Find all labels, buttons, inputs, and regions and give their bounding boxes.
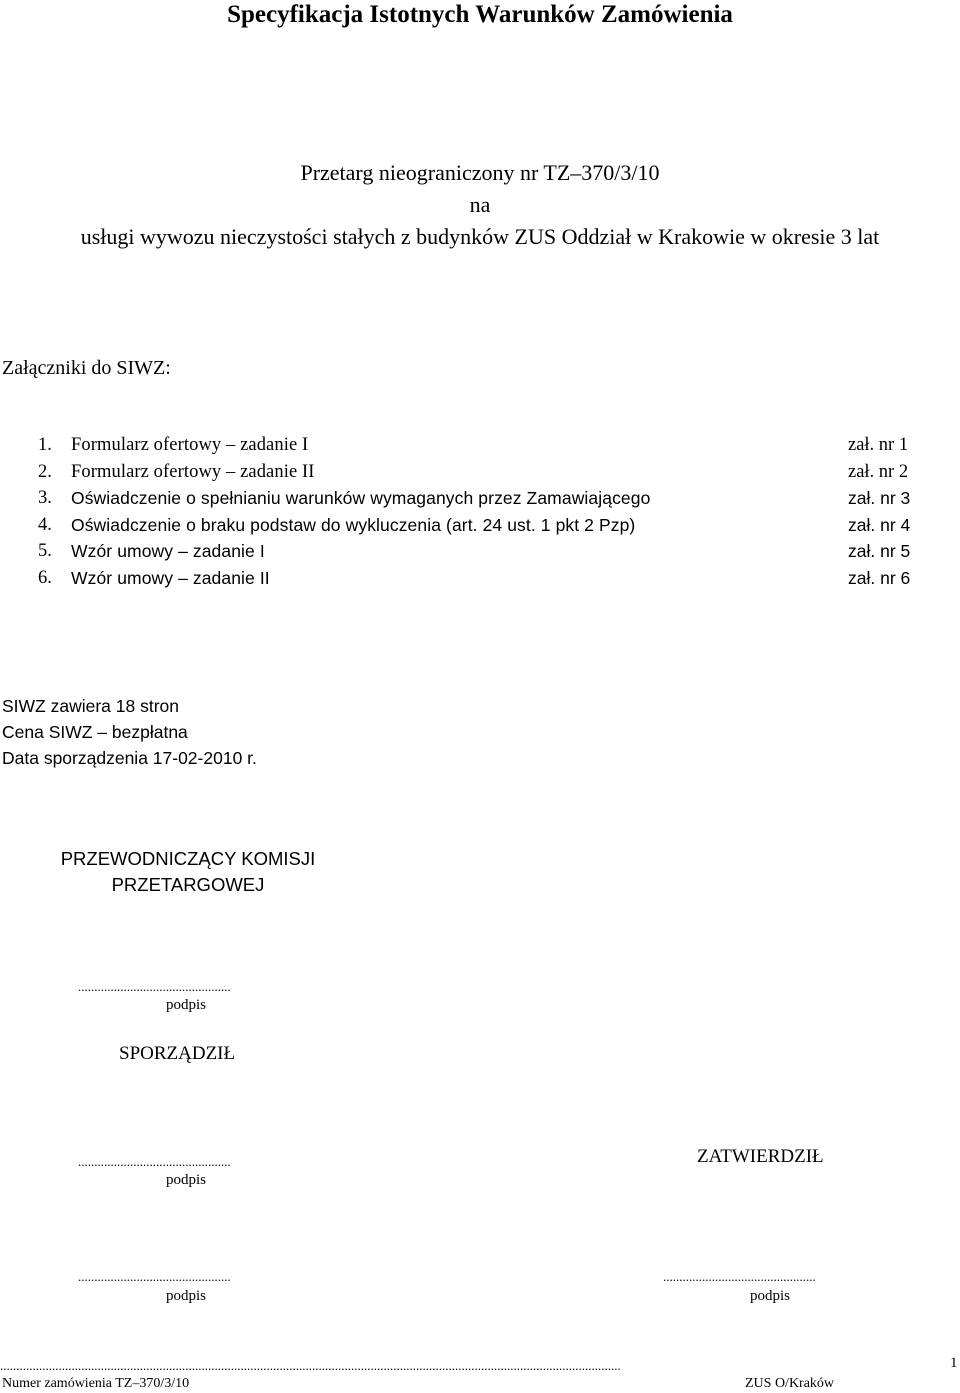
prepared-by-label: SPORZĄDZIŁ — [119, 1043, 236, 1064]
item-number: 5. — [38, 541, 52, 561]
list-item — [38, 538, 960, 565]
list-item — [38, 565, 960, 592]
item-number: 4. — [38, 514, 52, 535]
item-text: Oświadczenie o spełnianiu warunków wymaganych przez Zamawiającego — [71, 488, 651, 508]
list-item — [38, 432, 960, 459]
item-text: Wzór umowy – zadanie II — [71, 567, 270, 588]
tender-number: Przetarg nieograniczony nr TZ–370/3/10 — [300, 160, 660, 185]
list-item — [38, 485, 960, 512]
item-number: 3. — [38, 488, 52, 508]
price-info: Cena SIWZ – bezpłatna — [2, 722, 188, 742]
item-text: Oświadczenie o braku podstaw do wykluczenia (art. 24 ust. 1 pkt 2 Pzp) — [71, 514, 636, 535]
preparation-date: Data sporządzenia 17-02-2010 r. — [2, 748, 257, 768]
item-ref: zał. nr 6 — [848, 567, 911, 588]
item-text: Formularz ofertowy – zadanie II — [71, 461, 315, 482]
item-number: 2. — [38, 461, 52, 482]
signature-line-chair: ............................................... — [78, 979, 231, 994]
tender-connector: na — [469, 192, 491, 217]
item-text: Formularz ofertowy – zadanie I — [71, 435, 309, 455]
signature-line-prepared: ............................................... — [78, 1154, 231, 1169]
item-text: Wzór umowy – zadanie I — [71, 541, 265, 561]
committee-line-1: PRZEWODNICZĄCY KOMISJI — [60, 848, 316, 869]
item-ref: zał. nr 2 — [848, 461, 909, 482]
item-number: 1. — [38, 435, 52, 455]
committee-chair-heading — [36, 846, 340, 898]
signature-caption-left: podpis — [166, 1288, 207, 1304]
list-item — [38, 459, 960, 486]
item-ref: zał. nr 4 — [848, 514, 911, 535]
footer-rule: ............................................................................................................................................................................................... — [0, 1359, 621, 1373]
signature-caption-right: podpis — [750, 1288, 791, 1304]
tender-subject: usługi wywozu nieczystości stałych z budynków ZUS Oddział w Krakowie w okresie 3 lat — [80, 224, 880, 249]
page-count: SIWZ zawiera 18 stron — [2, 696, 179, 716]
approved-by-label: ZATWIERDZIŁ — [697, 1146, 824, 1167]
document-title: Specyfikacja Istotnych Warunków Zamówienia — [227, 1, 733, 28]
page-number: 1 — [950, 1355, 958, 1371]
footer-order-number: Numer zamówienia TZ–370/3/10 — [2, 1376, 190, 1391]
attachments-heading: Załączniki do SIWZ: — [2, 357, 171, 379]
footer-unit: ZUS O/Kraków — [745, 1376, 835, 1391]
signature-caption-prepared: podpis — [166, 1172, 207, 1188]
attachments-list — [38, 432, 960, 591]
signature-line-left: ............................................... — [78, 1269, 231, 1284]
signature-caption-chair: podpis — [166, 997, 207, 1013]
item-ref: zał. nr 5 — [848, 541, 911, 561]
item-number: 6. — [38, 567, 52, 588]
committee-line-2: PRZETARGOWEJ — [111, 874, 265, 895]
siwz-info — [2, 693, 257, 771]
item-ref: zał. nr 1 — [848, 435, 909, 455]
item-ref: zał. nr 3 — [848, 488, 911, 508]
signature-line-right: ............................................... — [663, 1269, 816, 1284]
list-item — [38, 512, 960, 539]
